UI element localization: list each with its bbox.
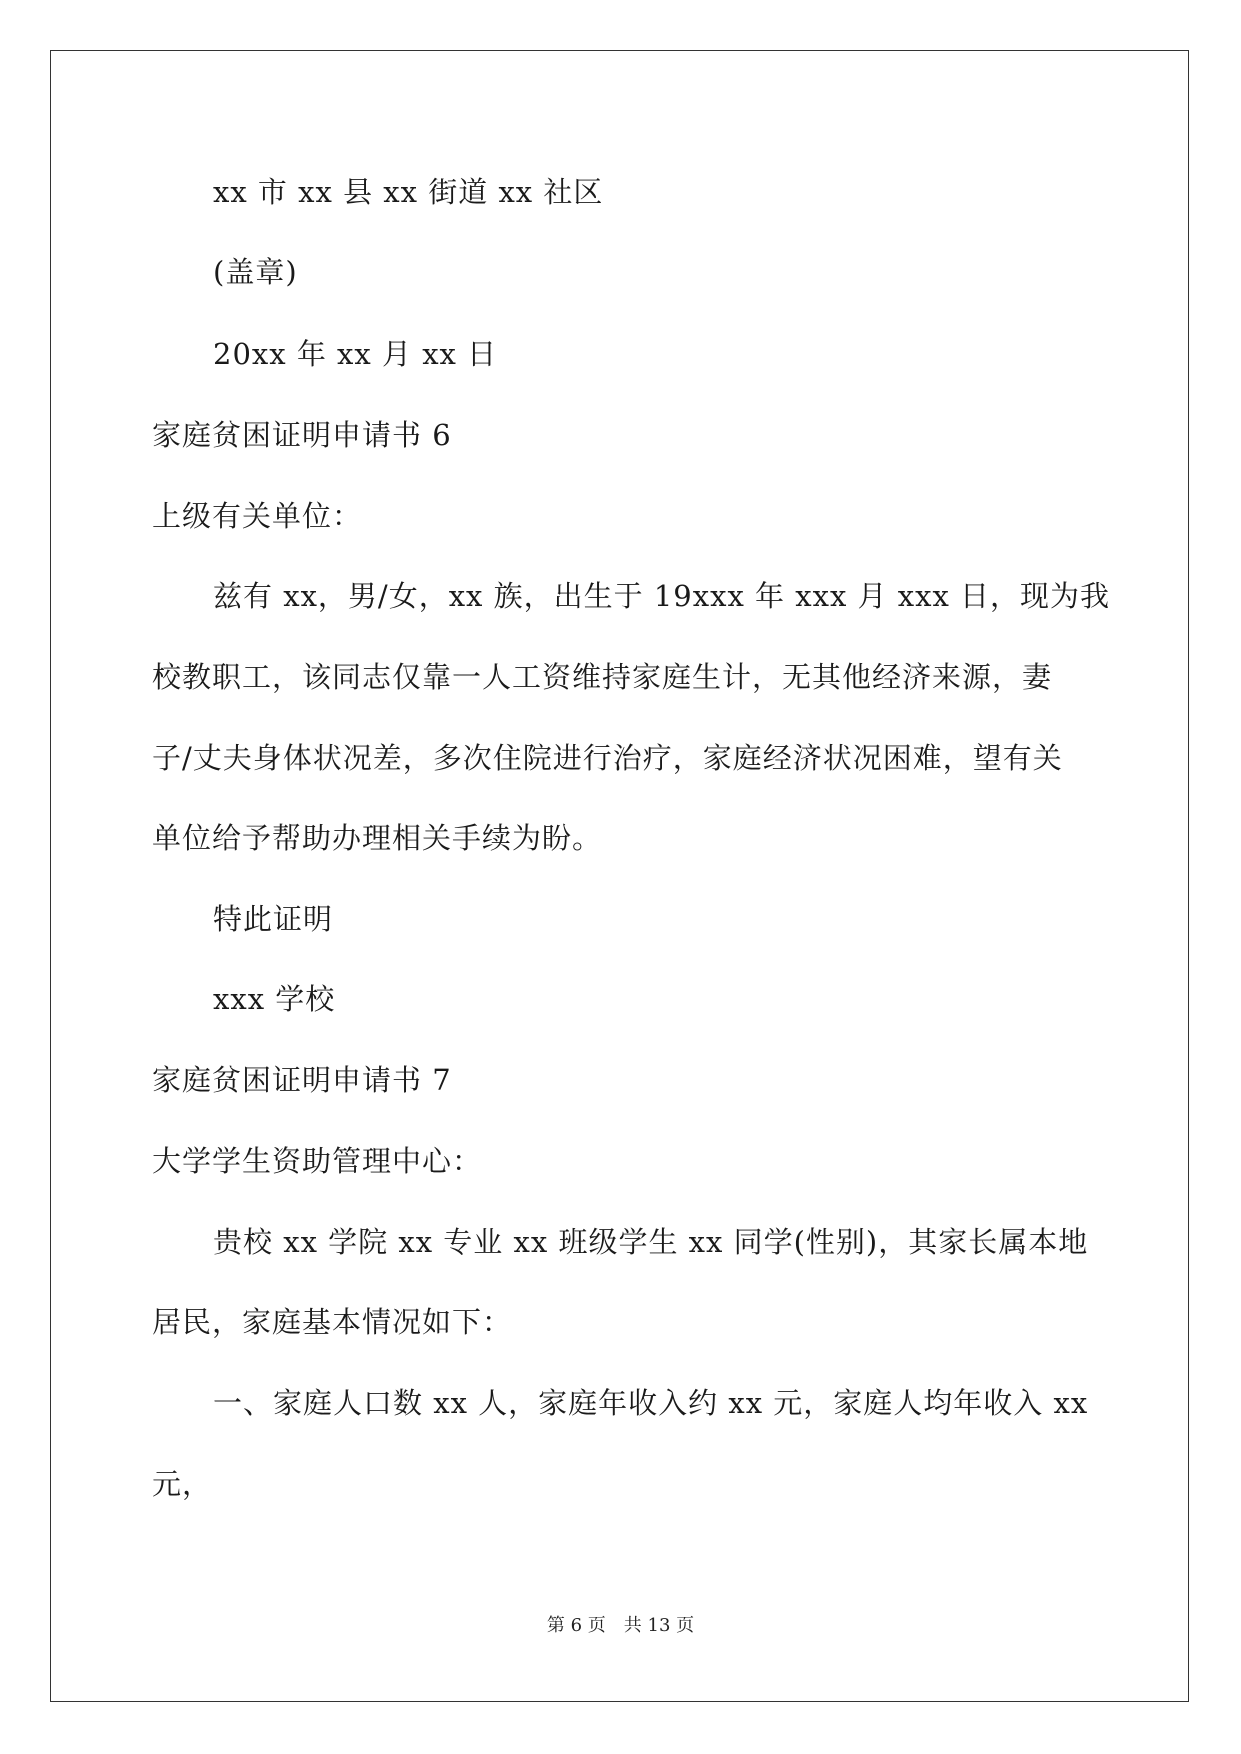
body-line-7-3: 一、家庭人口数 xx 人，家庭年收入约 xx 元，家庭人均年收入 xx bbox=[213, 1386, 1089, 1420]
body-line-6-2: 校教职工，该同志仅靠一人工资维持家庭生计，无其他经济来源，妻 bbox=[152, 660, 1053, 694]
date-line: 20xx 年 xx 月 xx 日 bbox=[213, 337, 498, 371]
section-title-7: 家庭贫困证明申请书 7 bbox=[152, 1063, 452, 1097]
body-line-7-1: 贵校 xx 学院 xx 专业 xx 班级学生 xx 同学(性别)，其家长属本地 bbox=[213, 1225, 1089, 1259]
section-title-6: 家庭贫困证明申请书 6 bbox=[152, 418, 452, 452]
salutation-7: 大学学生资助管理中心： bbox=[152, 1144, 483, 1178]
certify-line: 特此证明 bbox=[213, 902, 334, 936]
body-line-7-4: 元， bbox=[152, 1467, 213, 1501]
seal-line: (盖章) bbox=[213, 255, 298, 289]
community-address-line: xx 市 xx 县 xx 街道 xx 社区 bbox=[213, 175, 604, 209]
page-border bbox=[50, 50, 1189, 1702]
body-line-6-4: 单位给予帮助办理相关手续为盼。 bbox=[152, 821, 603, 855]
body-line-7-2: 居民，家庭基本情况如下： bbox=[152, 1305, 513, 1339]
body-line-6-1: 兹有 xx，男/女，xx 族，出生于 19xxx 年 xxx 月 xxx 日，现为我 bbox=[213, 579, 1111, 613]
page-number-footer: 第 6 页 共 13 页 bbox=[546, 1615, 695, 1636]
school-sign-line: xxx 学校 bbox=[213, 982, 336, 1016]
body-line-6-3: 子/丈夫身体状况差，多次住院进行治疗，家庭经济状况困难，望有关 bbox=[152, 741, 1063, 775]
salutation-6: 上级有关单位： bbox=[152, 499, 363, 533]
